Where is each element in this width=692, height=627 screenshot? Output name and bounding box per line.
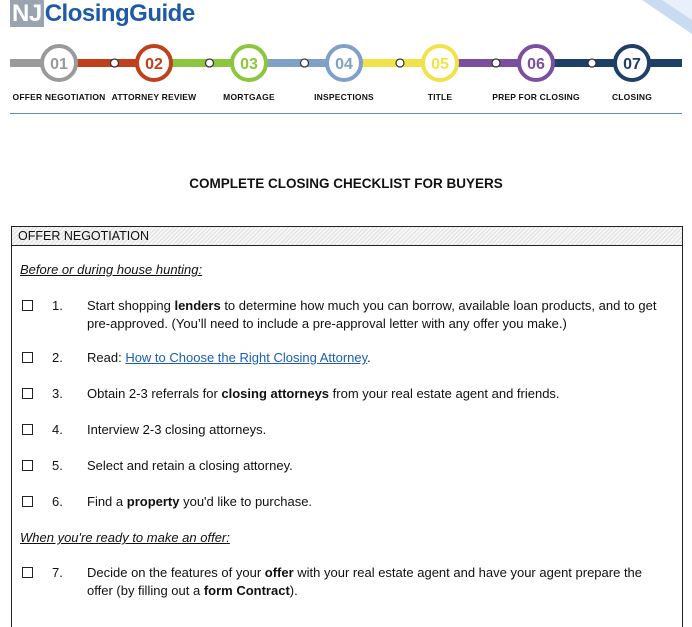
subheading-before: Before or during house hunting: [20,262,203,277]
progress-steps [0,40,692,110]
step-number: 01 [50,56,68,73]
checkbox[interactable] [22,300,33,311]
step-label[interactable]: OFFER NEGOTIATION [12,92,106,102]
logo-prefix: NJ [12,0,42,27]
connector-dot [396,59,404,67]
section-heading: OFFER NEGOTIATION [12,227,682,246]
header-rule [10,113,682,114]
step-label[interactable]: PREP FOR CLOSING [492,92,580,102]
connector-dot [588,59,596,67]
checklist-box: OFFER NEGOTIATION Before or during house hunting: 1. Start shopping lenders to determine how much you can borrow, available loan products, and to get pre-approved. (You’ll need to include a pre-approval letter with any offer you make.) 2. Read: How to Choose the Right Closing Attorney. 3. Obtain 2-3 referrals for closing attorneys from your real estate agent and friends. 4. Interview 2-3 closing attorneys. 5. Select and retain a closing attorney. 6. Find a property you'd like to purchase. When you're ready to make an offer: 7. Decide on the features of your offer with your real estate agent and have your agent prepare the offer (by filling out a form Contract). [11,226,683,627]
closing-attorney-link[interactable]: How to Choose the Right Closing Attorney [125,350,368,365]
connector-dot [111,59,119,67]
checkbox[interactable] [22,388,33,399]
step-number: 07 [623,56,641,73]
step-label[interactable]: ATTORNEY REVIEW [111,92,197,102]
step-label[interactable]: CLOSING [611,92,653,102]
checkbox[interactable] [22,424,33,435]
connector-dot [492,59,500,67]
checkbox[interactable] [22,567,33,578]
step-number: 06 [527,56,545,73]
logo-name: ClosingGuide [44,0,195,27]
connector-dot [301,59,309,67]
checkbox[interactable] [22,496,33,507]
step-label[interactable]: MORTGAGE [223,92,275,102]
checkbox[interactable] [22,460,33,471]
step-number: 02 [145,56,163,73]
subheading-offer: When you're ready to make an offer: [20,530,230,545]
step-label[interactable]: INSPECTIONS [314,92,374,102]
step-number: 05 [431,56,449,73]
progress-track [0,40,692,90]
checkbox[interactable] [22,352,33,363]
step-number: 04 [335,56,353,73]
logo[interactable] [10,0,195,28]
page-title: COMPLETE CLOSING CHECKLIST FOR BUYERS [189,176,503,191]
step-label[interactable]: TITLE [427,92,453,102]
step-number: 03 [240,56,258,73]
connector-dot [206,59,214,67]
corner-decoration [632,0,692,34]
